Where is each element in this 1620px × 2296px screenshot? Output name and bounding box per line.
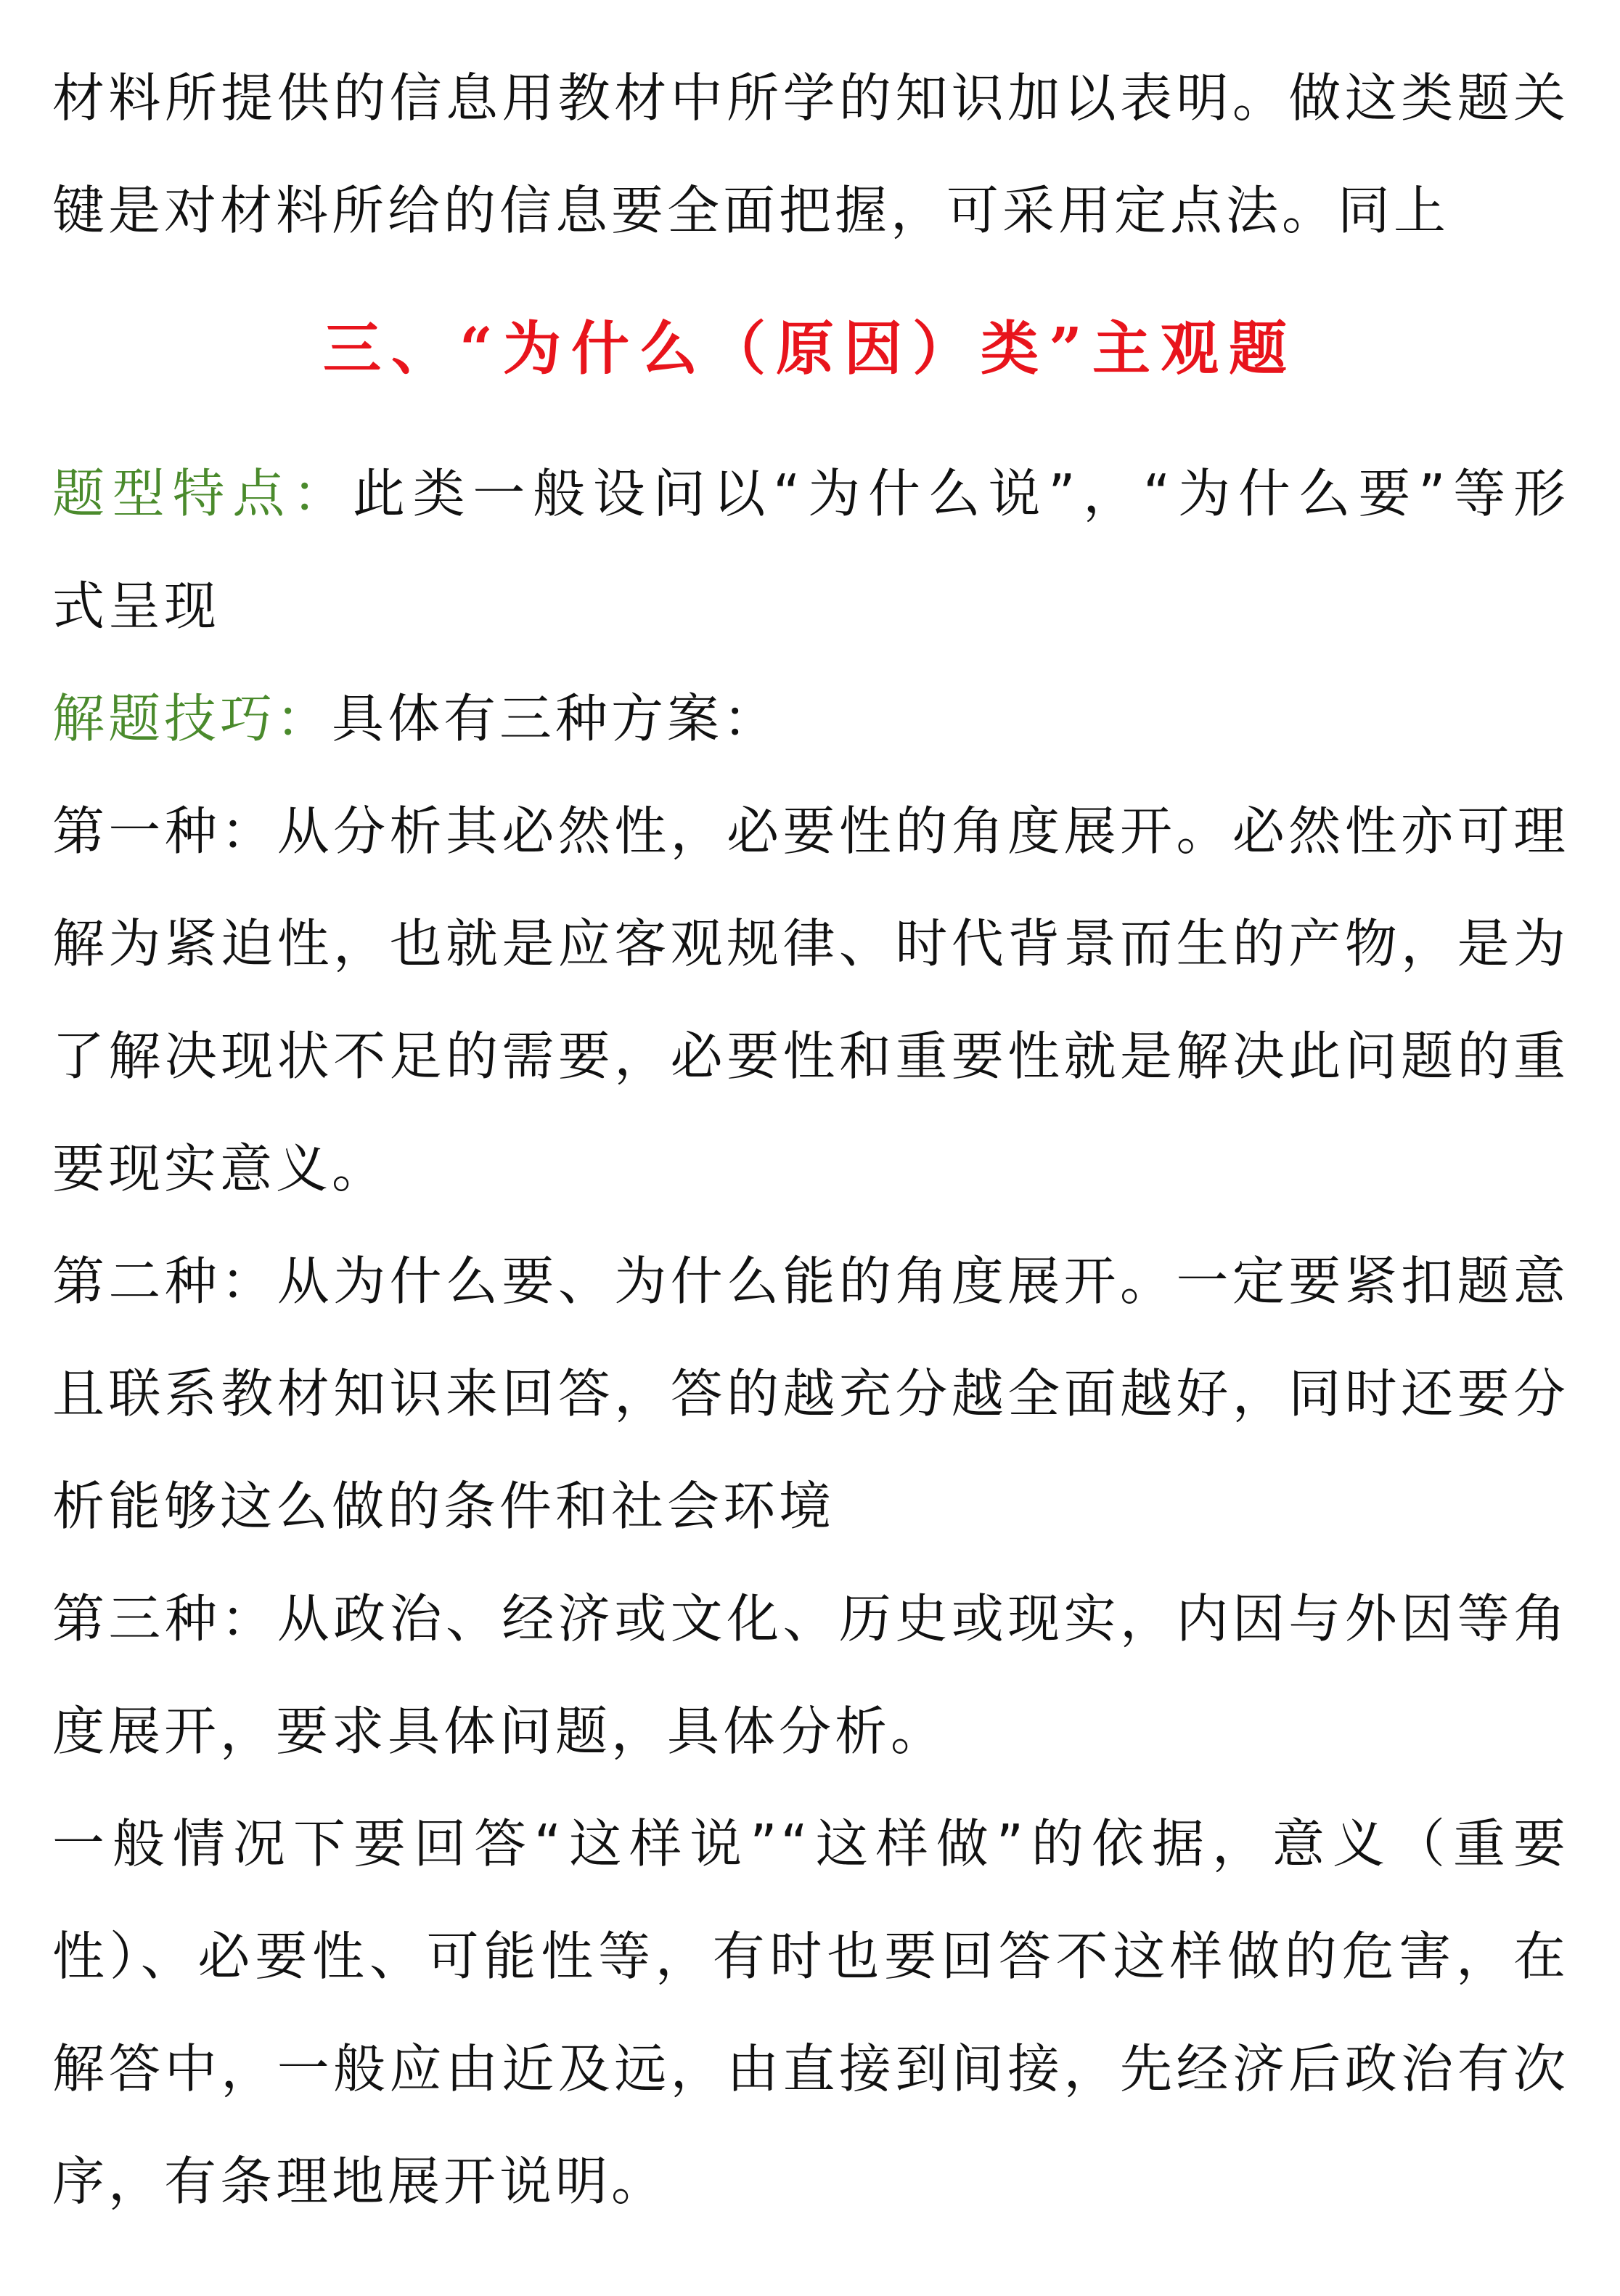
general-line-3: 解答中，一般应由近及远，由直接到间接，先经济后政治有次: [52, 2038, 1569, 2099]
general-line-4: 序，有条理地展开说明。: [52, 2151, 668, 2212]
features-label: 题型特点：: [52, 463, 353, 524]
method2-line-1: 第二种：从为什么要、为什么能的角度展开。一定要紧扣题意: [52, 1251, 1569, 1312]
section-heading: 三、“为什么（原因）类”主观题: [322, 314, 1298, 383]
method1-line-1: 第一种：从分析其必然性，必要性的角度展开。必然性亦可理: [52, 801, 1569, 862]
tips-label: 解题技巧：: [52, 688, 332, 749]
method3-line-1: 第三种：从政治、经济或文化、历史或现实，内因与外因等角: [52, 1588, 1569, 1649]
features-line-1: [52, 446, 1569, 541]
intro-line-2: 键是对材料所给的信息要全面把握，可采用定点法。同上: [52, 180, 1450, 241]
method3-line-2: 度展开，要求具体问题，具体分析。: [52, 1701, 947, 1762]
general-line-2: 性）、必要性、可能性等，有时也要回答不这样做的危害，在: [52, 1926, 1569, 1987]
general-line-1: 一般情况下要回答“这样说”“这样做”的依据，意义（重要: [52, 1813, 1569, 1874]
tips-line: [52, 671, 1569, 766]
method2-line-3: 析能够这么做的条件和社会环境: [52, 1476, 835, 1537]
method1-line-2: 解为紧迫性，也就是应客观规律、时代背景而生的产物，是为: [52, 913, 1569, 974]
method1-line-3: 了解决现状不足的需要，必要性和重要性就是解决此问题的重: [52, 1026, 1569, 1087]
method2-line-2: 且联系教材知识来回答，答的越充分越全面越好，同时还要分: [52, 1363, 1569, 1424]
features-line-2: 式呈现: [52, 576, 221, 637]
method1-line-4: 要现实意义。: [52, 1138, 388, 1199]
tips-text: 具体有三种方案：: [332, 688, 780, 749]
features-text-1: 此类一般设问以“为什么说”，“为什么要”等形: [352, 463, 1569, 524]
intro-line-1: 材料所提供的信息用教材中所学的知识加以表明。做这类题关: [52, 68, 1569, 128]
